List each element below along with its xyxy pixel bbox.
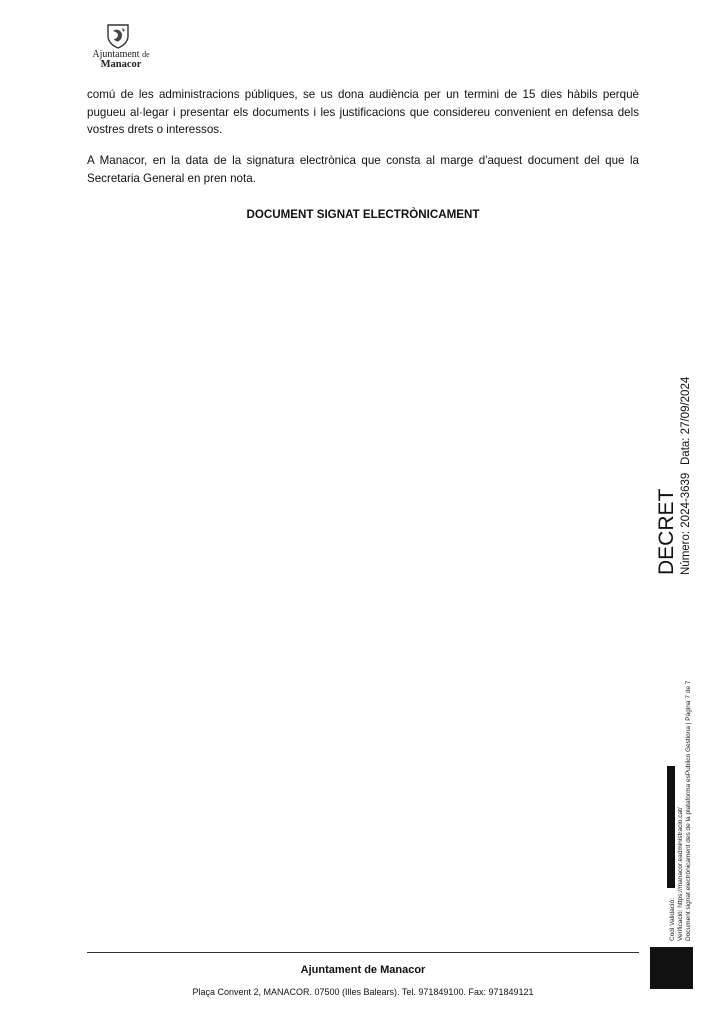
signed-notice: DOCUMENT SIGNAT ELECTRÒNICAMENT — [246, 208, 480, 221]
decree-stamp — [655, 378, 695, 578]
decree-date: Data: 27/09/2024 — [680, 376, 692, 465]
validation-code-redaction — [667, 766, 675, 888]
verification-url: Verificació: https://manacor.eadministracio.cat/ — [677, 807, 684, 941]
validation-code-label: Codi Validació: — [669, 898, 676, 941]
municipal-logo — [86, 20, 156, 72]
body-paragraph-2: A Manacor, en la data de la signatura electrònica que consta al marge d'aquest document del que la Secretaria General en pren nota. — [87, 154, 639, 185]
logo-text-line2: Manacor — [100, 59, 142, 70]
qr-code-icon — [650, 947, 693, 989]
decree-number: Número: 2024-3639 — [680, 472, 692, 575]
footer-divider — [87, 952, 639, 953]
coat-of-arms-icon — [105, 23, 131, 49]
footer-organization: Ajuntament de Manacor — [300, 964, 426, 976]
footer-address: Plaça Convent 2, MANACOR. 07500 (Illes Balears). Tel. 971849100. Fax: 971849121 — [192, 987, 534, 997]
logo-text-line1: Ajuntament de — [92, 49, 150, 60]
signature-platform-note: Document signat electrònicament des de la plataforma esPublico Gestiona | Pàgina 7 de 7 — [685, 680, 692, 941]
verification-margin — [665, 648, 695, 943]
decree-title: DECRET — [655, 488, 678, 575]
body-paragraph-1: comú de les administracions públiques, se us dona audiència per un termini de 15 dies hàbils perquè pugueu al·legar i presentar els documents i les justificacions que considereu convenient en defensa dels vostres drets o interessos. — [87, 88, 639, 136]
